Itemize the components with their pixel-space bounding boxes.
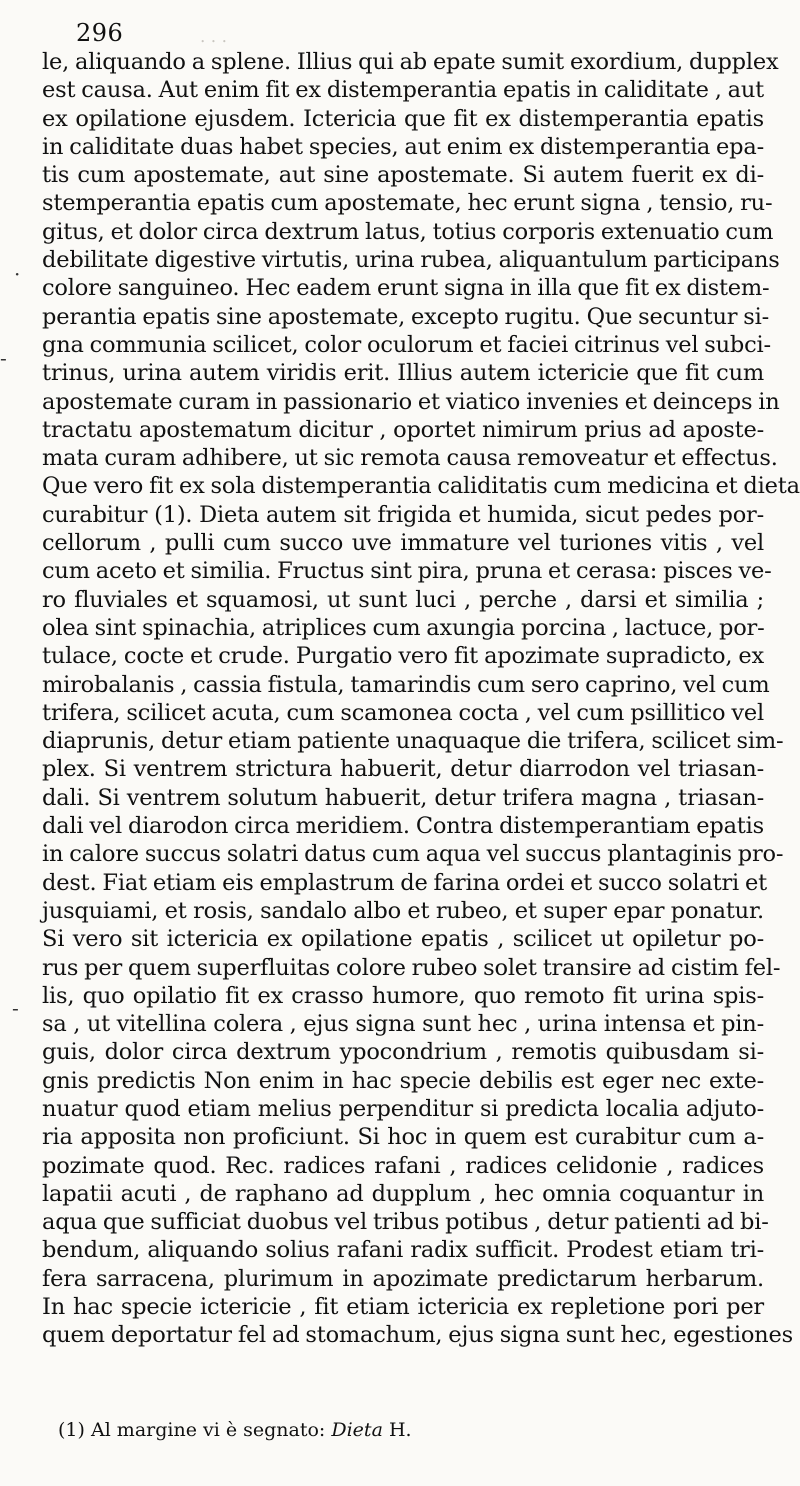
page-number: 296 (76, 19, 124, 47)
text-line: gna communia scilicet, color oculorum et faciei citrinus vel subci- (42, 331, 771, 358)
margin-dot-mark: · (14, 262, 21, 286)
text-line: tis cum apostemate, aut sine apostemate. Si autem fuerit ex di- (42, 162, 764, 189)
text-line: sa , ut vitellina colera , ejus signa sunt hec , urina intensa et pin- (42, 1011, 764, 1038)
text-line: aqua que sufficiat duobus vel tribus potibus , detur patienti ad bi- (42, 1209, 769, 1236)
text-line: curabitur (1). Dieta autem sit frigida et humida, sicut pedes por- (42, 501, 764, 528)
text-line: perantia epatis sine apostemate, excepto rugitu. Que secuntur si- (42, 303, 770, 330)
footnote (58, 1418, 412, 1442)
text-line: in calore succus solatri datus cum aqua vel succus plantaginis pro- (42, 841, 784, 868)
text-line: gitus, et dolor circa dextrum latus, totius corporis extenuatio cum (42, 218, 774, 245)
margin-dash-mark: - (0, 346, 7, 370)
text-line: quem deportatur fel ad stomachum, ejus signa sunt hec, egestiones (42, 1322, 793, 1349)
text-line: tractatu apostematum dicitur , oportet nimirum prius ad aposte- (42, 416, 764, 443)
text-line: colore sanguineo. Hec eadem erunt signa in illa que fit ex distem- (42, 275, 770, 302)
text-line: ria apposita non proficiunt. Si hoc in quem est curabitur cum a- (42, 1124, 764, 1151)
text-line: le, aliquando a splene. Illius qui ab epate sumit exordium, dupplex (42, 49, 779, 75)
text-line: mata curam adhibere, ut sic remota causa removeatur et effectus. (42, 445, 778, 472)
margin-dash-mark-2: - (12, 996, 19, 1020)
text-line: cum aceto et similia. Fructus sint pira, pruna et cerasa: pisces ve- (42, 558, 772, 585)
text-line: lis, quo opilatio fit ex crasso humore, quo remoto fit urina spis- (42, 982, 764, 1009)
text-line: bendum, aliquando solius rafani radix sufficit. Prodest etiam tri- (42, 1237, 764, 1264)
text-line: olea sint spinachia, atriplices cum axungia porcina , lactuce, por- (42, 614, 765, 641)
text-line: gnis predictis Non enim in hac specie debilis est eger nec exte- (42, 1067, 764, 1094)
text-line: fera sarracena, plurimum in apozimate predictarum herbarum. (42, 1265, 764, 1292)
footnote-text: Al margine vi è segnato: (90, 1419, 326, 1441)
text-line: ro fluviales et squamosi, ut sunt luci , perche , darsi et similia ; (42, 586, 764, 613)
text-line: mirobalanis , cassia fistula, tamarindis cum sero caprino, vel cum (42, 671, 770, 698)
text-line: in caliditate duas habet species, aut enim ex distemperantia epa- (42, 133, 764, 160)
text-line: pozimate quod. Rec. radices rafani , radices celidonie , radices (42, 1152, 764, 1179)
text-line: stemperantia epatis cum apostemate, hec erunt signa , tensio, ru- (42, 190, 773, 217)
text-line: dest. Fiat etiam eis emplastrum de farina ordei et succo solatri et (42, 869, 767, 896)
text-line: Que vero fit ex sola distemperantia caliditatis cum medicina et dieta (42, 473, 800, 500)
text-line: jusquiami, et rosis, sandalo albo et rubeo, et super epar ponatur. (42, 897, 764, 924)
text-line: est causa. Aut enim fit ex distemperantia epatis in caliditate , aut (42, 77, 764, 104)
text-line: guis, dolor circa dextrum ypocondrium , remotis quibusdam si- (42, 1039, 764, 1066)
footnote-suffix: H. (388, 1419, 412, 1441)
text-line: lapatii acuti , de raphano ad dupplum , hec omnia coquantur in (42, 1180, 764, 1207)
text-line: cellorum , pulli cum succo uve immature vel turiones vitis , vel (42, 530, 764, 557)
text-line: diaprunis, detur etiam patiente unaquaque die trifera, scilicet sim- (42, 728, 784, 755)
body-text (42, 48, 800, 1350)
text-line: debilitate digestive virtutis, urina rubea, aliquantulum participans (42, 247, 780, 274)
text-line: apostemate curam in passionario et viatico invenies et deinceps in (42, 388, 780, 415)
text-line: In hac specie ictericie , fit etiam ictericia ex repletione pori per (42, 1294, 764, 1321)
text-line: plex. Si ventrem strictura habuerit, detur diarrodon vel triasan- (42, 756, 764, 783)
bleed-through-text-top: · · · (200, 30, 228, 50)
text-line: trifera, scilicet acuta, cum scamonea cocta , vel cum psillitico vel (42, 699, 764, 726)
text-line: rus per quem superfluitas colore rubeo solet transire ad cistim fel- (42, 954, 781, 981)
text-line: Si vero sit ictericia ex opilatione epatis , scilicet ut opiletur po- (42, 926, 764, 953)
text-line: nuatur quod etiam melius perpenditur si predicta localia adjuto- (42, 1095, 764, 1122)
text-line: dali. Si ventrem solutum habuerit, detur trifera magna , triasan- (42, 784, 764, 811)
text-line: dali vel diarodon circa meridiem. Contra distemperantiam epatis (42, 813, 764, 840)
text-line: ex opilatione ejusdem. Ictericia que fit ex distemperantia epatis (42, 105, 764, 132)
footnote-italic: Dieta (331, 1419, 383, 1441)
text-line: tulace, cocte et crude. Purgatio vero fit apozimate supradicto, ex (42, 643, 764, 670)
text-line: trinus, urina autem viridis erit. Illius autem ictericie que fit cum (42, 360, 764, 387)
footnote-marker: (1) (58, 1419, 85, 1441)
